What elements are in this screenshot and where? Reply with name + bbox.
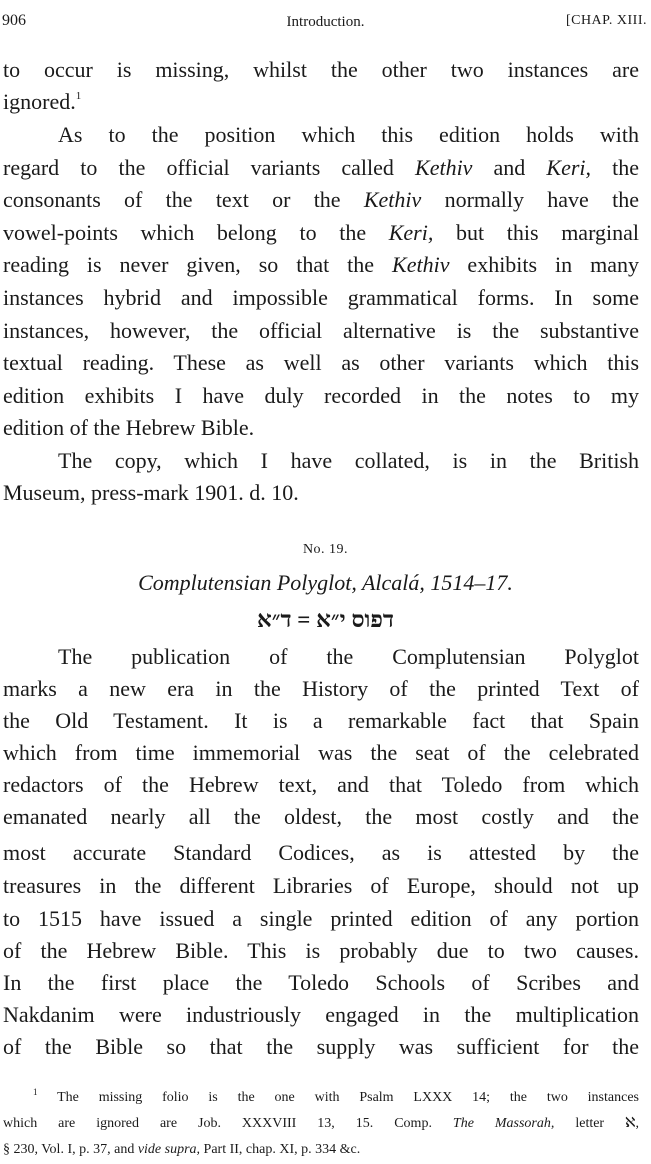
line-text: exhibits in many <box>449 252 639 277</box>
line-text: vowel-points which belong to the <box>3 220 389 245</box>
term-kethiv: Kethiv <box>392 252 450 277</box>
footnote-line <box>3 1110 639 1138</box>
text-line: The publication of the Complutensian Polyglot <box>58 644 639 669</box>
line-text: § 230, Vol. I, p. 37, and <box>3 1142 138 1157</box>
text-line <box>3 184 639 216</box>
footnote-line <box>3 1084 639 1112</box>
line-text: the <box>591 155 639 180</box>
line-text: reading is never given, so that the <box>3 252 393 277</box>
text-line: the Old Testament. It is a remarkable fact that Spain <box>3 708 639 733</box>
footnote-marker: 1 <box>33 1087 38 1097</box>
cited-work: vide supra, <box>137 1142 201 1157</box>
chapter-label: [CHAP. XIII. <box>565 13 647 28</box>
term-kethiv: Kethiv <box>415 155 473 180</box>
hebrew-heading: דפוס י״א = ד״א <box>256 607 394 632</box>
section-number: No. 19. <box>302 542 349 557</box>
text-line: which from time immemorial was the seat of the celebrated <box>3 740 639 765</box>
text-line: Nakdanim were industriously engaged in the multiplication <box>3 1002 639 1027</box>
footnote-ref: 1 <box>75 90 82 102</box>
text-line: of the Bible so that the supply was sufficient for the <box>3 1034 639 1059</box>
text-line: Museum, press-mark 1901. d. 10. <box>3 480 299 505</box>
text-line: edition of the Hebrew Bible. <box>3 415 255 440</box>
text-line: textual reading. These as well as other variants which this <box>3 350 639 375</box>
term-kethiv: Kethiv <box>363 187 422 212</box>
text-line: instances hybrid and impossible grammatical forms. In some <box>3 285 639 310</box>
term-keri: Keri, <box>546 155 592 180</box>
footnote-line <box>3 1136 639 1164</box>
section-title: Complutensian Polyglot, Alcalá, 1514–17. <box>138 570 513 595</box>
text-line: redactors of the Hebrew text, and that Toledo from which <box>3 772 639 797</box>
text-line <box>3 86 639 118</box>
line-text: ignored. <box>3 89 76 114</box>
text-line: treasures in the different Libraries of Europe, should not up <box>3 873 639 898</box>
text-line: emanated nearly all the oldest, the most costly and the <box>3 804 639 829</box>
text-line: to occur is missing, whilst the other two instances are <box>3 57 639 82</box>
text-line <box>3 152 639 184</box>
text-line: As to the position which this edition holds with <box>58 122 639 147</box>
running-title: Introduction. <box>286 14 365 30</box>
text-line: to 1515 have issued a single printed edition of any portion <box>3 906 639 931</box>
line-text: letter ℵ, <box>554 1116 639 1131</box>
line-text: regard to the official variants called <box>3 155 416 180</box>
text-line <box>3 217 639 249</box>
line-text: consonants of the text or the <box>3 187 364 212</box>
cited-work: The Massorah, <box>452 1116 555 1131</box>
text-line: of the Hebrew Bible. This is probably due to two causes. <box>3 938 639 963</box>
line-text: and <box>472 155 547 180</box>
text-line: marks a new era in the History of the printed Text of <box>3 676 639 701</box>
text-line: instances, however, the official alternative is the substantive <box>3 318 639 343</box>
line-text: normally have the <box>421 187 639 212</box>
text-line: The copy, which I have collated, is in the British <box>58 448 639 473</box>
line-text: The missing folio is the one with Psalm LXXX 14; the two instances <box>57 1090 639 1105</box>
line-text: which are ignored are Job. XXXVIII 13, 15. Comp. <box>3 1116 453 1131</box>
page-number: 906 <box>2 12 26 29</box>
text-line: most accurate Standard Codices, as is attested by the <box>3 840 639 865</box>
text-line: edition exhibits I have duly recorded in the notes to my <box>3 383 639 408</box>
text-line: In the first place the Toledo Schools of Scribes and <box>3 970 639 995</box>
line-text: Part II, chap. XI, p. 334 &c. <box>200 1142 361 1157</box>
running-header <box>0 12 651 38</box>
line-text: but this marginal <box>433 220 639 245</box>
text-line <box>3 249 639 281</box>
term-keri: Keri, <box>388 220 434 245</box>
